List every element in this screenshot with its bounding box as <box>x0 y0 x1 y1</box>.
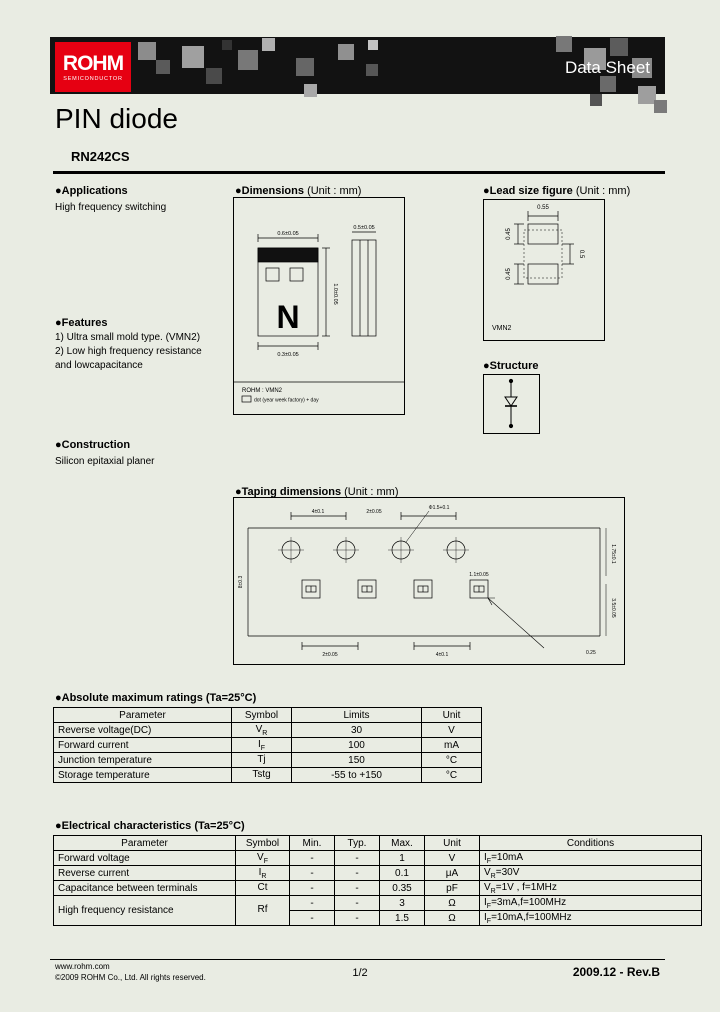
typ-cell: - <box>335 866 380 881</box>
param-cell: Storage temperature <box>54 768 232 783</box>
taping-label-right2: 3.5±0.05 <box>610 598 616 618</box>
dim-label-width: 0.6±0.05 <box>277 231 299 237</box>
max-cell: 3 <box>380 896 425 911</box>
header-pixel-decoration <box>368 40 378 50</box>
taping-figure <box>233 497 625 665</box>
limit-cell: 30 <box>292 723 422 738</box>
features-heading: ●Features <box>55 317 108 329</box>
symbol-cell: $I_R$ <box>236 866 290 881</box>
dimensions-figure <box>233 197 405 415</box>
dimensions-unit: (Unit : mm) <box>307 185 362 197</box>
min-cell: - <box>290 911 335 926</box>
dim-label-height: 1.0±0.05 <box>332 283 338 305</box>
column-header-unit: Unit <box>422 708 482 723</box>
symbol-cell: Tj <box>232 753 292 768</box>
header-pixel-decoration <box>654 100 667 113</box>
taping-label-pitch: 4±0.1 <box>311 509 325 515</box>
header-pixel-decoration <box>590 94 602 106</box>
applications-text: High frequency switching <box>55 202 167 213</box>
header-pixel-decoration <box>138 42 156 60</box>
unit-cell: °C <box>422 753 482 768</box>
param-cell: Junction temperature <box>54 753 232 768</box>
table-row <box>54 738 482 753</box>
lead-label-left1: 0.45 <box>506 228 512 240</box>
dimensions-heading <box>235 185 361 197</box>
table-header-row <box>54 708 482 723</box>
conditions-cell: $I_F=3mA,f=100MHz$ <box>480 896 702 911</box>
conditions-cell: $V_R=1V$ , f=1MHz <box>480 881 702 896</box>
unit-cell: pF <box>425 881 480 896</box>
unit-cell: Ω <box>425 911 480 926</box>
electrical-characteristics-table <box>53 835 702 926</box>
table-row <box>54 881 702 896</box>
conditions-cell: $I_F=10mA,f=100MHz$ <box>480 911 702 926</box>
taping-label-right1: 1.75±0.1 <box>610 544 616 564</box>
header-pixel-decoration <box>222 40 232 50</box>
max-cell: 1 <box>380 851 425 866</box>
symbol-cell: $I_F$ <box>232 738 292 753</box>
header-pixel-decoration <box>556 36 572 52</box>
table-row <box>54 753 482 768</box>
limit-cell: 100 <box>292 738 422 753</box>
header-pixel-decoration <box>262 38 275 51</box>
header-pixel-decoration <box>600 76 616 92</box>
unit-cell: Ω <box>425 896 480 911</box>
header-pixel-decoration <box>238 50 258 70</box>
abs-max-heading: ●Absolute maximum ratings (Ta=25°C) <box>55 692 257 704</box>
rohm-logo-subtext: SEMICONDUCTOR <box>63 75 123 82</box>
taping-label-tape-width: 8±0.3 <box>238 575 244 589</box>
limit-cell: -55 to +150 <box>292 768 422 783</box>
param-cell: Reverse current <box>54 866 236 881</box>
header-pixel-decoration <box>304 84 317 97</box>
features-line: 2) Low high frequency resistance <box>55 346 202 357</box>
dim-label-pad: 0.3±0.05 <box>277 352 299 358</box>
param-cell: Forward current <box>54 738 232 753</box>
max-cell: 1.5 <box>380 911 425 926</box>
unit-cell: V <box>425 851 480 866</box>
doc-title: Data Sheet <box>564 58 650 77</box>
construction-heading: ●Construction <box>55 439 131 451</box>
header-pixel-decoration <box>366 64 378 76</box>
header-pixel-decoration <box>610 38 628 56</box>
symbol-cell: Rf <box>236 896 290 926</box>
taping-label-hole-pitch: 2±0.05 <box>366 509 382 515</box>
structure-figure <box>483 374 540 434</box>
table-row <box>54 723 482 738</box>
diode-symbol <box>484 375 539 433</box>
typ-cell: - <box>335 851 380 866</box>
construction-text: Silicon epitaxial planer <box>55 456 155 467</box>
column-header-parameter: Parameter <box>54 708 232 723</box>
max-cell: 0.35 <box>380 881 425 896</box>
param-cell: High frequency resistance <box>54 896 236 926</box>
electrical-heading: ●Electrical characteristics (Ta=25°C) <box>55 820 245 832</box>
page-title: PIN diode <box>55 103 178 134</box>
dim-note-dot: dot (year week factory) + day <box>254 397 319 404</box>
column-header-conditions: Conditions <box>480 836 702 851</box>
structure-heading: ●Structure <box>483 360 539 372</box>
footer-url: www.rohm.com <box>55 962 110 971</box>
features-line: 1) Ultra small mold type. (VMN2) <box>55 332 201 343</box>
header-pixel-decoration <box>156 60 170 74</box>
rohm-logo-text: ROHM <box>62 51 124 75</box>
symbol-cell: $V_R$ <box>232 723 292 738</box>
min-cell: - <box>290 851 335 866</box>
unit-cell: °C <box>422 768 482 783</box>
taping-label-bottom1: 2±0.05 <box>322 652 338 658</box>
column-header-max: Max. <box>380 836 425 851</box>
column-header-min: Min. <box>290 836 335 851</box>
table-row <box>54 896 702 911</box>
lead-package-name: VMN2 <box>492 325 512 332</box>
typ-cell: - <box>335 881 380 896</box>
typ-cell: - <box>335 911 380 926</box>
taping-heading-text: ●Taping dimensions <box>235 486 342 498</box>
column-header-symbol: Symbol <box>236 836 290 851</box>
footer-page-number: 1/2 <box>352 967 368 979</box>
taping-unit: (Unit : mm) <box>344 486 399 498</box>
column-header-typ: Typ. <box>335 836 380 851</box>
lead-size-figure <box>483 199 605 341</box>
lead-size-heading <box>483 185 630 197</box>
lead-label-left2: 0.45 <box>506 268 512 280</box>
title-rule <box>53 171 665 174</box>
param-cell: Forward voltage <box>54 851 236 866</box>
footer-rule <box>50 959 665 960</box>
conditions-cell: $I_F=10mA$ <box>480 851 702 866</box>
max-cell: 0.1 <box>380 866 425 881</box>
taping-drawing <box>234 498 624 664</box>
table-row <box>54 851 702 866</box>
lead-label-right: 0.5 <box>578 249 584 259</box>
dimensions-heading-text: ●Dimensions <box>235 185 304 197</box>
symbol-cell: Ct <box>236 881 290 896</box>
lead-label-top: 0.55 <box>537 205 549 211</box>
lead-size-drawing <box>484 200 604 340</box>
features-line: and lowcapacitance <box>55 360 143 371</box>
unit-cell: V <box>422 723 482 738</box>
dim-note-package: ROHM : VMN2 <box>242 388 283 394</box>
footer-revision: 2009.12 - Rev.B <box>572 965 660 979</box>
table-row <box>54 866 702 881</box>
applications-heading: ●Applications <box>55 185 128 197</box>
taping-label-hole-dia: Φ1.5+0.1 <box>428 505 450 511</box>
taping-label-pocket: 1.1±0.05 <box>469 572 489 578</box>
conditions-cell: $V_R=30V$ <box>480 866 702 881</box>
header-pixel-decoration <box>338 44 354 60</box>
column-header-unit: Unit <box>425 836 480 851</box>
table-header-row <box>54 836 702 851</box>
column-header-limits: Limits <box>292 708 422 723</box>
table-row <box>54 768 482 783</box>
header-pixel-decoration <box>296 58 314 76</box>
footer-copyright: ©2009 ROHM Co., Ltd. All rights reserved. <box>55 973 206 982</box>
taping-label-thickness: 0.25 <box>586 650 596 656</box>
dim-label-side: 0.5±0.05 <box>353 225 375 231</box>
lead-size-heading-text: ●Lead size figure <box>483 185 573 197</box>
absolute-maximum-ratings-table <box>53 707 482 783</box>
part-number: RN242CS <box>71 149 130 164</box>
min-cell: - <box>290 866 335 881</box>
min-cell: - <box>290 896 335 911</box>
typ-cell: - <box>335 896 380 911</box>
package-dimensions-drawing <box>234 198 404 414</box>
symbol-cell: $V_F$ <box>236 851 290 866</box>
header-pixel-decoration <box>182 46 204 68</box>
package-marking: N <box>276 299 300 335</box>
param-cell: Reverse voltage(DC) <box>54 723 232 738</box>
unit-cell: μA <box>425 866 480 881</box>
taping-label-bottom2: 4±0.1 <box>435 652 449 658</box>
column-header-parameter: Parameter <box>54 836 236 851</box>
param-cell: Capacitance between terminals <box>54 881 236 896</box>
limit-cell: 150 <box>292 753 422 768</box>
lead-size-unit: (Unit : mm) <box>575 185 631 197</box>
header-pixel-decoration <box>206 68 222 84</box>
min-cell: - <box>290 881 335 896</box>
column-header-symbol: Symbol <box>232 708 292 723</box>
symbol-cell: Tstg <box>232 768 292 783</box>
unit-cell: mA <box>422 738 482 753</box>
rohm-logo <box>55 42 131 92</box>
